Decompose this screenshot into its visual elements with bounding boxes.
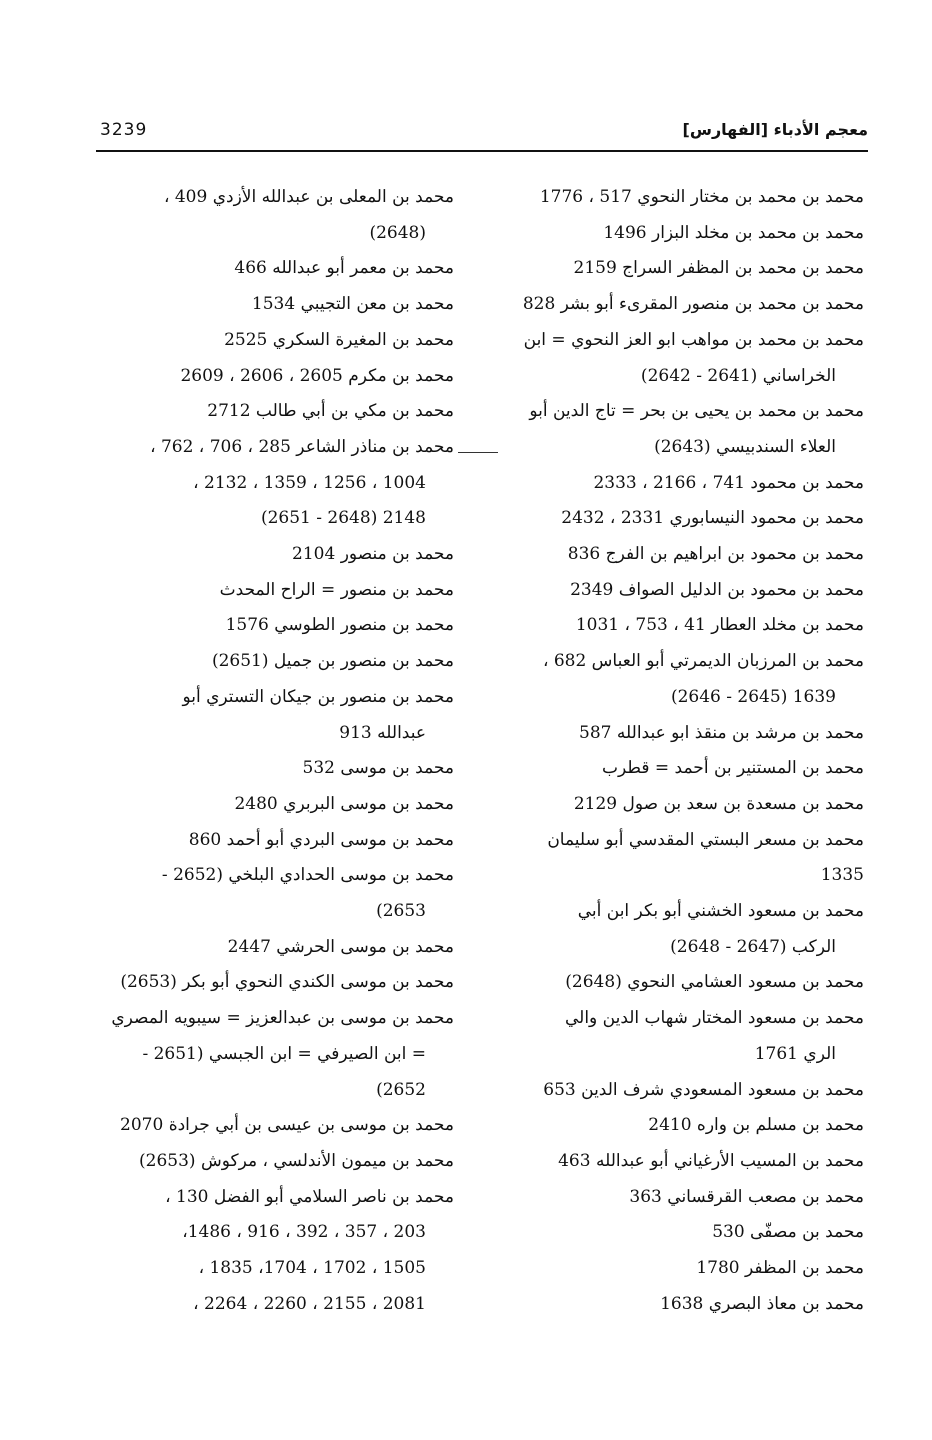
right-column (508, 180, 864, 1323)
entry-text: محمد بن منصور = الراح المحدث (219, 579, 454, 600)
index-entry (94, 644, 454, 680)
index-entry (508, 787, 864, 823)
index-entry (508, 823, 864, 894)
entry-text: محمد بن محمد بن يحيى بن بحر = تاج الدين أبو (529, 401, 864, 422)
index-entry (508, 216, 864, 252)
entry-text: محمد بن ناصر السلامي أبو الفضل 130 ، (165, 1186, 454, 1207)
entry-text: محمد بن المستنير بن أحمد = قطرب (602, 758, 864, 779)
entry-text: محمد بن منصور بن جميل (2651) (211, 651, 454, 672)
entry-text: محمد بن محمد بن مخلد البزار 1496 (603, 222, 864, 243)
entry-text: محمد بن معن التجيبي 1534 (251, 294, 454, 315)
entry-text: محمد بن موسى بن عيسى بن أبي جرادة 2070 (120, 1115, 454, 1136)
entry-text: محمد بن مصفّى 530 (712, 1222, 864, 1243)
entry-continuation: 1004 ، 1256 ، 1359 ، 2132 ، (193, 472, 426, 493)
entry-continuation: 1505 ، 1702 ، 1704، 1835 ، (198, 1258, 426, 1279)
entry-text: محمد بن المسيب الأرغياني أبو عبدالله 463 (558, 1150, 864, 1171)
index-entry (94, 1108, 454, 1144)
index-entry (508, 180, 864, 216)
index-entry (94, 787, 454, 823)
entry-text: محمد بن مصعب القرقساني 363 (629, 1186, 864, 1207)
index-entry (508, 751, 864, 787)
index-entry (508, 644, 864, 715)
index-entry (94, 858, 454, 929)
entry-text: محمد بن معمر أبو عبدالله 466 (234, 258, 454, 279)
index-entry (94, 680, 454, 751)
entry-text: محمد بن محمود النيسابوري 2331 ، 2432 (561, 508, 864, 529)
index-entry (94, 359, 454, 395)
left-column (94, 180, 454, 1323)
entry-continuation: عبدالله 913 (339, 722, 426, 743)
entry-text: محمد بن مرشد بن منقذ ابو عبدالله 587 (579, 722, 864, 743)
index-entry (508, 537, 864, 573)
index-entry (508, 1251, 864, 1287)
margin-mark (458, 452, 498, 453)
entry-text: محمد بن مسعود الخشني أبو بكر ابن أبي (577, 901, 864, 922)
entry-text: محمد بن المظفر 1780 (696, 1258, 864, 1279)
index-entry (508, 1144, 864, 1180)
header-rule (96, 150, 868, 152)
index-entry (508, 1073, 864, 1109)
entry-text: محمد بن محمد بن منصور المقرىء أبو بشر 828 (522, 294, 864, 315)
entry-text: محمد بن محمد بن المظفر السراج 2159 (573, 258, 864, 279)
entry-continuation: 2081 ، 2155 ، 2260 ، 2264 ، (193, 1293, 426, 1314)
index-entry (94, 323, 454, 359)
entry-continuation: العلاء السندبيسي (2643) (654, 436, 836, 457)
index-entry (508, 608, 864, 644)
entry-text: محمد بن محمود بن الدليل الصواف 2349 (570, 579, 864, 600)
entry-text: محمد بن مناذر الشاعر 285 ، 706 ، 762 ، (150, 436, 454, 457)
index-entry (508, 251, 864, 287)
index-entry (94, 573, 454, 609)
entry-text: محمد بن مسعود العشامي النحوي (2648) (565, 972, 864, 993)
index-entry (94, 394, 454, 430)
index-entry (94, 1180, 454, 1323)
entry-text: محمد بن منصور الطوسي 1576 (225, 615, 454, 636)
index-entry (508, 323, 864, 394)
index-entry (94, 1144, 454, 1180)
entry-text: محمد بن مكرم 2605 ، 2606 ، 2609 (180, 365, 454, 386)
entry-text: محمد بن محمد بن مواهب ابو العز النحوي = ابن (523, 329, 864, 350)
entry-continuation: 1639 (2645 - 2646) (670, 686, 836, 707)
entry-text: محمد بن محمد بن مختار النحوي 517 ، 1776 (539, 187, 864, 207)
entry-text: محمد بن مسعدة بن سعد بن صول 2129 (573, 793, 864, 814)
entry-text: محمد بن موسى الحدادي البلخي (2652 - (161, 865, 454, 886)
entry-text: محمد بن مكي بن أبي طالب 2712 (207, 401, 454, 422)
index-entry (508, 573, 864, 609)
entry-continuation: (2648) (369, 222, 426, 243)
entry-text: محمد بن المعلى بن عبدالله الأزدي 409 ، (163, 187, 454, 207)
entry-text: محمد بن موسى البربري 2480 (234, 793, 454, 814)
entry-text: محمد بن موسى الحرشي 2447 (227, 936, 454, 957)
index-entry (508, 394, 864, 465)
index-entry (94, 965, 454, 1001)
entry-text: محمد بن مخلد العطار 41 ، 753 ، 1031 (575, 615, 864, 636)
index-entry (94, 608, 454, 644)
entry-continuation: 203 ، 357 ، 392 ، 916 ، 1486، (182, 1222, 426, 1243)
entry-text: محمد بن مسلم بن واره 2410 (648, 1115, 864, 1136)
index-entry (508, 894, 864, 965)
running-title: معجم الأدباء [الفهارس] (682, 120, 868, 139)
entry-continuation: 2148 (2648 - 2651) (260, 508, 426, 529)
entry-text: محمد بن موسى البردي أبو أحمد 860 (188, 829, 454, 850)
entry-text: محمد بن موسى الكندي النحوي أبو بكر (2653) (120, 972, 454, 993)
index-entry (508, 501, 864, 537)
page-header (96, 120, 868, 150)
index-entry (94, 1001, 454, 1108)
entry-text: محمد بن مسعود المختار شهاب الدين والي (564, 1008, 864, 1029)
index-entry (94, 823, 454, 859)
index-entry (508, 965, 864, 1001)
index-entry (508, 1215, 864, 1251)
index-entry (508, 1287, 864, 1323)
index-entry (94, 537, 454, 573)
index-entry (508, 1180, 864, 1216)
entry-text: محمد بن ميمون الأندلسي ، مركوش (2653) (139, 1150, 454, 1171)
index-entry (94, 751, 454, 787)
index-entry (94, 251, 454, 287)
entry-text: محمد بن المغيرة السكري 2525 (224, 329, 454, 350)
entry-text: محمد بن موسى 532 (302, 758, 454, 779)
index-entry (94, 430, 454, 537)
index-entry (94, 180, 454, 251)
entry-continuation: = ابن الصيرفي = ابن الجبسي (2651 - (142, 1043, 426, 1064)
index-entry (508, 1108, 864, 1144)
page-number: 3239 (100, 120, 148, 140)
entry-text: محمد بن معاذ البصري 1638 (660, 1293, 864, 1314)
entry-continuation: الخراساني (2641 - 2642) (640, 365, 836, 386)
entry-text: محمد بن المرزبان الديمرتي أبو العباس 682 ، (542, 651, 864, 672)
entry-continuation: 2652) (376, 1079, 426, 1100)
entry-text: محمد بن محمود بن ابراهيم بن الفرج 836 (567, 544, 864, 565)
entry-text: محمد بن منصور 2104 (292, 544, 454, 565)
entry-text: محمد بن منصور بن جيكان التستري أبو (182, 686, 454, 707)
entry-text: محمد بن محمود 741 ، 2166 ، 2333 (593, 472, 864, 493)
entry-text: محمد بن مسعر البستي المقدسي أبو سليمان 1335 (547, 829, 864, 886)
entry-continuation: الركب (2647 - 2648) (670, 936, 836, 957)
index-entry (508, 287, 864, 323)
entry-text: محمد بن موسى بن عبدالعزيز = سيبويه المصري (111, 1008, 454, 1029)
index-entry (508, 466, 864, 502)
index-entry (94, 287, 454, 323)
entry-text: محمد بن مسعود المسعودي شرف الدين 653 (543, 1079, 864, 1100)
entry-continuation: 2653) (376, 901, 426, 922)
index-entry (508, 1001, 864, 1072)
index-entry (508, 716, 864, 752)
entry-continuation: الري 1761 (754, 1043, 836, 1064)
index-entry (94, 930, 454, 966)
